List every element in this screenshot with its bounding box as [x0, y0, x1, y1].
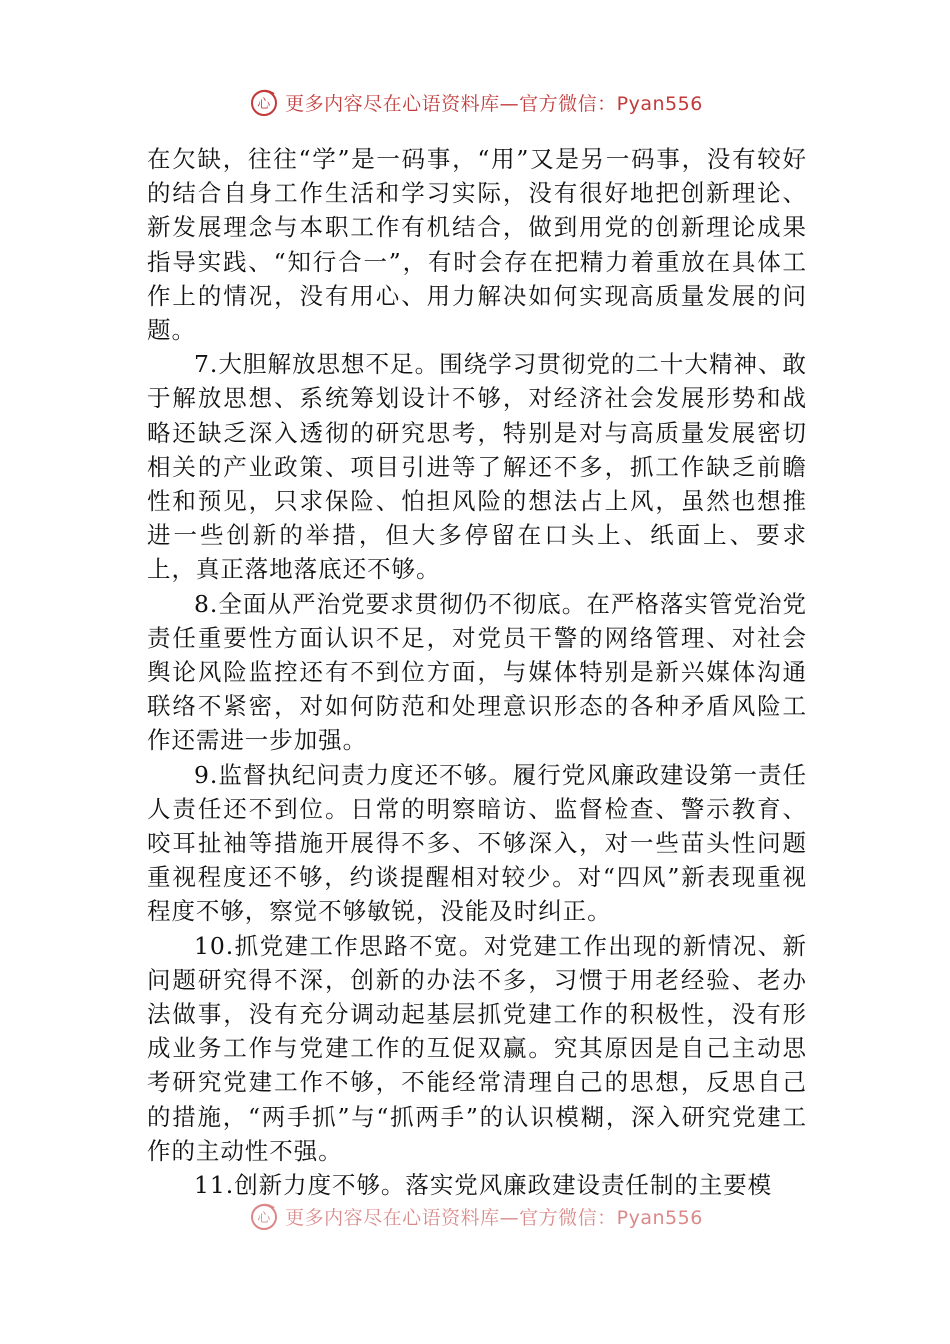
- brand-logo-icon: [247, 85, 281, 119]
- paragraph-item-8: 8.全面从严治党要求贯彻仍不彻底。在严格落实管党治党责任重要性方面认识不足，对党员干警的网络管理、对社会舆论风险监控还有不到位方面，与媒体特别是新兴媒体沟通联络不紧密，对如何防范和处理意识形态的各种矛盾风险工作还需进一步加强。: [147, 589, 807, 755]
- document-body: [147, 142, 807, 1202]
- brand-logo-icon: [247, 1199, 281, 1233]
- header-watermark: [0, 82, 950, 122]
- brand-logo-text: 心: [257, 97, 271, 112]
- paragraph-item-7: 7.大胆解放思想不足。围绕学习贯彻党的二十大精神、敢于解放思想、系统筹划设计不够，对经济社会发展形势和战略还缺乏深入透彻的研究思考，特别是对与高质量发展密切相关的产业政策、项目引进等了解还不多，抓工作缺乏前瞻性和预见，只求保险、怕担风险的想法占上风，虽然也想推进一些创新的举措，但大多停留在口头上、纸面上、要求上，真正落地落底还不够。: [147, 350, 807, 584]
- brand-logo-text: 心: [257, 1211, 271, 1226]
- footer-watermark: [0, 1196, 950, 1236]
- paragraph-item-9: 9.监督执纪问责力度还不够。履行党风廉政建设第一责任人责任还不到位。日常的明察暗访、监督检查、警示教育、咬耳扯袖等措施开展得不多、不够深入，对一些苗头性问题重视程度还不够，约谈提醒相对较少。对“四风”新表现重视程度不够，察觉不够敏锐，没能及时纠正。: [147, 760, 807, 926]
- watermark-text: 更多内容尽在心语资料库—官方微信：Pyan556: [285, 92, 703, 115]
- watermark-text: 更多内容尽在心语资料库—官方微信：Pyan556: [285, 1206, 703, 1229]
- paragraph-item-10: 10.抓党建工作思路不宽。对党建工作出现的新情况、新问题研究得不深，创新的办法不多，习惯于用老经验、老办法做事，没有充分调动起基层抓党建工作的积极性，没有形成业务工作与党建工作的互促双赢。究其原因是自己主动思考研究党建工作不够，不能经常清理自己的思想，反思自己的措施，“两手抓”与“抓两手”的认识模糊，深入研究党建工作的主动性不强。: [147, 931, 807, 1165]
- paragraph-continued: 在欠缺，往往“学”是一码事，“用”又是另一码事，没有较好的结合自身工作生活和学习实际，没有很好地把创新理论、新发展理念与本职工作有机结合，做到用党的创新理论成果指导实践、“知行合一”，有时会存在把精力着重放在具体工作上的情况，没有用心、用力解决如何实现高质量发展的问题。: [147, 145, 807, 345]
- paragraph-item-11: 11.创新力度不够。落实党风廉政建设责任制的主要模: [194, 1171, 773, 1200]
